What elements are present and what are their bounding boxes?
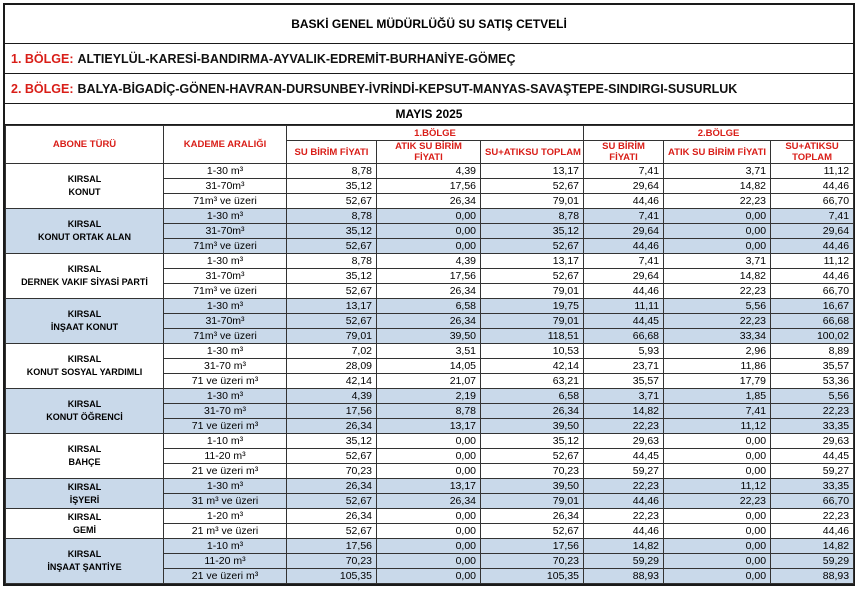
- r2-wastewater-price-cell: 5,56: [664, 299, 771, 314]
- r2-total-cell: 100,02: [771, 329, 854, 344]
- tier-range-cell: 31-70m³: [164, 314, 287, 329]
- r2-wastewater-price-cell: 14,82: [664, 179, 771, 194]
- tier-range-cell: 1-30 m³: [164, 479, 287, 494]
- sheet-title: [5, 5, 853, 44]
- table-row: [6, 254, 854, 269]
- r2-total-cell: 16,67: [771, 299, 854, 314]
- subscriber-type-cell: KIRSAL KONUT SOSYAL YARDIMLI: [6, 344, 164, 389]
- r1-wastewater-price-cell: 26,34: [377, 284, 481, 299]
- r1-wastewater-price-cell: 6,58: [377, 299, 481, 314]
- r2-total-cell: 66,70: [771, 284, 854, 299]
- r2-su-price-cell: 29,64: [584, 179, 664, 194]
- region-2-list: BALYA-BİGADİÇ-GÖNEN-HAVRAN-DURSUNBEY-İVRİNDİ-KEPSUT-MANYAS-SAVAŞTEPE-SINDIRGI-SUSURLUK: [77, 81, 738, 96]
- r1-wastewater-price-cell: 0,00: [377, 509, 481, 524]
- r2-su-price-cell: 7,41: [584, 164, 664, 179]
- r2-total-cell: 7,41: [771, 209, 854, 224]
- r1-wastewater-price-cell: 3,51: [377, 344, 481, 359]
- tier-range-cell: 21 m³ ve üzeri: [164, 524, 287, 539]
- r1-total-cell: 118,51: [481, 329, 584, 344]
- r1-su-price-cell: 52,67: [287, 314, 377, 329]
- r2-total-cell: 44,45: [771, 449, 854, 464]
- tier-range-cell: 1-30 m³: [164, 254, 287, 269]
- r2-su-price-cell: 29,64: [584, 269, 664, 284]
- header-region-1: 1.BÖLGE: [287, 126, 584, 141]
- r1-total-cell: 52,67: [481, 449, 584, 464]
- region-1-list: ALTIEYLÜL-KARESİ-BANDIRMA-AYVALIK-EDREMİT-BURHANİYE-GÖMEÇ: [77, 51, 516, 66]
- tier-range-cell: 21 ve üzeri m³: [164, 569, 287, 584]
- r2-su-price-cell: 44,46: [584, 494, 664, 509]
- r2-total-cell: 8,89: [771, 344, 854, 359]
- r2-su-price-cell: 29,64: [584, 224, 664, 239]
- r2-total-cell: 29,64: [771, 224, 854, 239]
- r1-su-price-cell: 35,12: [287, 224, 377, 239]
- tier-range-cell: 31-70 m³: [164, 404, 287, 419]
- r1-total-cell: 52,67: [481, 239, 584, 254]
- r2-su-price-cell: 7,41: [584, 209, 664, 224]
- r1-wastewater-price-cell: 17,56: [377, 269, 481, 284]
- r2-total-cell: 33,35: [771, 479, 854, 494]
- r1-su-price-cell: 4,39: [287, 389, 377, 404]
- month-row: [5, 104, 853, 125]
- region-2-row: [5, 74, 853, 104]
- r2-su-price-cell: 44,46: [584, 524, 664, 539]
- r2-total-cell: 88,93: [771, 569, 854, 584]
- tier-range-cell: 71m³ ve üzeri: [164, 329, 287, 344]
- subscriber-type-cell: KIRSAL DERNEK VAKIF SİYASİ PARTİ: [6, 254, 164, 299]
- r2-wastewater-price-cell: 0,00: [664, 449, 771, 464]
- r1-total-cell: 79,01: [481, 284, 584, 299]
- r1-total-cell: 79,01: [481, 314, 584, 329]
- r2-total-cell: 22,23: [771, 404, 854, 419]
- r1-wastewater-price-cell: 26,34: [377, 314, 481, 329]
- r1-su-price-cell: 52,67: [287, 524, 377, 539]
- r1-su-price-cell: 17,56: [287, 404, 377, 419]
- r2-wastewater-price-cell: 14,82: [664, 269, 771, 284]
- r1-wastewater-price-cell: 26,34: [377, 494, 481, 509]
- r1-wastewater-price-cell: 0,00: [377, 449, 481, 464]
- r2-wastewater-price-cell: 11,86: [664, 359, 771, 374]
- r2-total-cell: 66,68: [771, 314, 854, 329]
- header-r2-toplam: SU+ATIKSU TOPLAM: [771, 141, 854, 164]
- subscriber-type-cell: KIRSAL KONUT ORTAK ALAN: [6, 209, 164, 254]
- tier-range-cell: 71m³ ve üzeri: [164, 239, 287, 254]
- r1-wastewater-price-cell: 0,00: [377, 464, 481, 479]
- r1-su-price-cell: 79,01: [287, 329, 377, 344]
- tier-range-cell: 31-70m³: [164, 224, 287, 239]
- r2-wastewater-price-cell: 0,00: [664, 434, 771, 449]
- r1-su-price-cell: 52,67: [287, 239, 377, 254]
- subscriber-type-cell: KIRSAL KONUT ÖĞRENCİ: [6, 389, 164, 434]
- r2-wastewater-price-cell: 11,12: [664, 419, 771, 434]
- r2-total-cell: 44,46: [771, 179, 854, 194]
- tier-range-cell: 1-30 m³: [164, 389, 287, 404]
- r1-su-price-cell: 52,67: [287, 194, 377, 209]
- r1-su-price-cell: 42,14: [287, 374, 377, 389]
- r1-wastewater-price-cell: 4,39: [377, 254, 481, 269]
- r2-wastewater-price-cell: 0,00: [664, 524, 771, 539]
- header-r1-atik: ATIK SU BİRİM FİYATI: [377, 141, 481, 164]
- r2-su-price-cell: 44,45: [584, 314, 664, 329]
- tier-range-cell: 1-30 m³: [164, 299, 287, 314]
- r2-total-cell: 53,36: [771, 374, 854, 389]
- r2-wastewater-price-cell: 22,23: [664, 494, 771, 509]
- r2-total-cell: 5,56: [771, 389, 854, 404]
- r1-total-cell: 13,17: [481, 164, 584, 179]
- r2-su-price-cell: 7,41: [584, 254, 664, 269]
- r2-su-price-cell: 22,23: [584, 479, 664, 494]
- table-row: [6, 299, 854, 314]
- r1-su-price-cell: 70,23: [287, 464, 377, 479]
- r1-total-cell: 52,67: [481, 524, 584, 539]
- r1-total-cell: 52,67: [481, 269, 584, 284]
- r2-su-price-cell: 59,29: [584, 554, 664, 569]
- price-sheet: [3, 3, 855, 586]
- r1-total-cell: 35,12: [481, 434, 584, 449]
- r1-wastewater-price-cell: 0,00: [377, 224, 481, 239]
- r2-total-cell: 33,35: [771, 419, 854, 434]
- tier-range-cell: 11-20 m³: [164, 554, 287, 569]
- month-label: MAYIS 2025: [395, 107, 463, 121]
- tier-range-cell: 11-20 m³: [164, 449, 287, 464]
- r2-su-price-cell: 59,27: [584, 464, 664, 479]
- header-abone-turu: ABONE TÜRÜ: [6, 126, 164, 164]
- r2-wastewater-price-cell: 0,00: [664, 569, 771, 584]
- r1-su-price-cell: 52,67: [287, 284, 377, 299]
- table-row: [6, 389, 854, 404]
- r2-wastewater-price-cell: 0,00: [664, 224, 771, 239]
- r1-total-cell: 70,23: [481, 554, 584, 569]
- r2-wastewater-price-cell: 0,00: [664, 539, 771, 554]
- r1-total-cell: 105,35: [481, 569, 584, 584]
- r1-su-price-cell: 35,12: [287, 179, 377, 194]
- r2-su-price-cell: 14,82: [584, 404, 664, 419]
- header-r1-su: SU BİRİM FİYATI: [287, 141, 377, 164]
- r2-su-price-cell: 22,23: [584, 509, 664, 524]
- r2-total-cell: 22,23: [771, 509, 854, 524]
- r1-total-cell: 35,12: [481, 224, 584, 239]
- subscriber-type-cell: KIRSAL KONUT: [6, 164, 164, 209]
- r1-total-cell: 39,50: [481, 479, 584, 494]
- r1-su-price-cell: 52,67: [287, 494, 377, 509]
- price-table: [5, 125, 854, 584]
- header-r2-su: SU BİRİM FİYATI: [584, 141, 664, 164]
- tier-range-cell: 71 ve üzeri m³: [164, 374, 287, 389]
- r2-wastewater-price-cell: 33,34: [664, 329, 771, 344]
- r1-wastewater-price-cell: 13,17: [377, 419, 481, 434]
- tier-range-cell: 1-10 m³: [164, 434, 287, 449]
- r2-total-cell: 35,57: [771, 359, 854, 374]
- r2-total-cell: 11,12: [771, 164, 854, 179]
- r2-su-price-cell: 44,45: [584, 449, 664, 464]
- subscriber-type-cell: KIRSAL İNŞAAT ŞANTİYE: [6, 539, 164, 584]
- r1-wastewater-price-cell: 0,00: [377, 539, 481, 554]
- subscriber-type-cell: KIRSAL İNŞAAT KONUT: [6, 299, 164, 344]
- r2-wastewater-price-cell: 22,23: [664, 194, 771, 209]
- header-r2-atik: ATIK SU BİRİM FİYATI: [664, 141, 771, 164]
- r1-su-price-cell: 26,34: [287, 509, 377, 524]
- tier-range-cell: 1-10 m³: [164, 539, 287, 554]
- r2-su-price-cell: 5,93: [584, 344, 664, 359]
- r2-wastewater-price-cell: 0,00: [664, 554, 771, 569]
- tier-range-cell: 1-20 m³: [164, 509, 287, 524]
- region-1-label: 1. BÖLGE:: [11, 51, 74, 66]
- r2-wastewater-price-cell: 3,71: [664, 254, 771, 269]
- r2-total-cell: 59,27: [771, 464, 854, 479]
- r2-wastewater-price-cell: 0,00: [664, 209, 771, 224]
- tier-range-cell: 1-30 m³: [164, 209, 287, 224]
- header-kademe: KADEME ARALIĞI: [164, 126, 287, 164]
- r1-wastewater-price-cell: 0,00: [377, 524, 481, 539]
- r2-su-price-cell: 11,11: [584, 299, 664, 314]
- r2-total-cell: 66,70: [771, 194, 854, 209]
- tier-range-cell: 1-30 m³: [164, 164, 287, 179]
- r1-wastewater-price-cell: 0,00: [377, 434, 481, 449]
- r2-wastewater-price-cell: 0,00: [664, 464, 771, 479]
- r2-total-cell: 44,46: [771, 269, 854, 284]
- header-r1-toplam: SU+ATIKSU TOPLAM: [481, 141, 584, 164]
- r2-wastewater-price-cell: 0,00: [664, 239, 771, 254]
- r1-su-price-cell: 8,78: [287, 164, 377, 179]
- tier-range-cell: 21 ve üzeri m³: [164, 464, 287, 479]
- table-row: [6, 434, 854, 449]
- r1-su-price-cell: 13,17: [287, 299, 377, 314]
- r1-su-price-cell: 17,56: [287, 539, 377, 554]
- subscriber-type-cell: KIRSAL GEMİ: [6, 509, 164, 539]
- r1-total-cell: 26,34: [481, 509, 584, 524]
- r2-wastewater-price-cell: 17,79: [664, 374, 771, 389]
- r1-su-price-cell: 26,34: [287, 419, 377, 434]
- table-row: [6, 344, 854, 359]
- r2-su-price-cell: 44,46: [584, 194, 664, 209]
- r1-su-price-cell: 105,35: [287, 569, 377, 584]
- r2-wastewater-price-cell: 1,85: [664, 389, 771, 404]
- r2-su-price-cell: 66,68: [584, 329, 664, 344]
- r2-su-price-cell: 44,46: [584, 284, 664, 299]
- tier-range-cell: 71 ve üzeri m³: [164, 419, 287, 434]
- r1-su-price-cell: 70,23: [287, 554, 377, 569]
- sheet-title-text: BASKİ GENEL MÜDÜRLÜĞÜ SU SATIŞ CETVELİ: [291, 17, 567, 31]
- r2-su-price-cell: 23,71: [584, 359, 664, 374]
- r2-total-cell: 14,82: [771, 539, 854, 554]
- r2-su-price-cell: 22,23: [584, 419, 664, 434]
- subscriber-type-cell: KIRSAL BAHÇE: [6, 434, 164, 479]
- tier-range-cell: 71m³ ve üzeri: [164, 284, 287, 299]
- r2-wastewater-price-cell: 0,00: [664, 509, 771, 524]
- r1-wastewater-price-cell: 0,00: [377, 239, 481, 254]
- tier-range-cell: 31-70 m³: [164, 359, 287, 374]
- r1-su-price-cell: 8,78: [287, 254, 377, 269]
- r1-total-cell: 10,53: [481, 344, 584, 359]
- r2-total-cell: 66,70: [771, 494, 854, 509]
- r2-wastewater-price-cell: 7,41: [664, 404, 771, 419]
- r1-wastewater-price-cell: 13,17: [377, 479, 481, 494]
- r2-su-price-cell: 3,71: [584, 389, 664, 404]
- r2-su-price-cell: 14,82: [584, 539, 664, 554]
- r1-total-cell: 79,01: [481, 494, 584, 509]
- r1-su-price-cell: 26,34: [287, 479, 377, 494]
- r1-total-cell: 17,56: [481, 539, 584, 554]
- r1-wastewater-price-cell: 2,19: [377, 389, 481, 404]
- r1-wastewater-price-cell: 17,56: [377, 179, 481, 194]
- r1-total-cell: 52,67: [481, 179, 584, 194]
- header-region-2: 2.BÖLGE: [584, 126, 854, 141]
- table-body: [6, 164, 854, 584]
- r2-su-price-cell: 88,93: [584, 569, 664, 584]
- r1-su-price-cell: 35,12: [287, 269, 377, 284]
- r2-wastewater-price-cell: 2,96: [664, 344, 771, 359]
- tier-range-cell: 71m³ ve üzeri: [164, 194, 287, 209]
- table-row: [6, 479, 854, 494]
- region-2-label: 2. BÖLGE:: [11, 81, 74, 96]
- subscriber-type-cell: KIRSAL İŞYERİ: [6, 479, 164, 509]
- tier-range-cell: 31-70m³: [164, 269, 287, 284]
- r1-su-price-cell: 52,67: [287, 449, 377, 464]
- r2-total-cell: 29,63: [771, 434, 854, 449]
- r2-su-price-cell: 35,57: [584, 374, 664, 389]
- r2-wastewater-price-cell: 11,12: [664, 479, 771, 494]
- r1-su-price-cell: 28,09: [287, 359, 377, 374]
- r1-total-cell: 79,01: [481, 194, 584, 209]
- r1-wastewater-price-cell: 26,34: [377, 194, 481, 209]
- r1-total-cell: 19,75: [481, 299, 584, 314]
- r1-total-cell: 8,78: [481, 209, 584, 224]
- r2-wastewater-price-cell: 3,71: [664, 164, 771, 179]
- r1-total-cell: 6,58: [481, 389, 584, 404]
- table-row: [6, 209, 854, 224]
- tier-range-cell: 31-70m³: [164, 179, 287, 194]
- r1-total-cell: 70,23: [481, 464, 584, 479]
- r1-wastewater-price-cell: 4,39: [377, 164, 481, 179]
- r1-total-cell: 63,21: [481, 374, 584, 389]
- r1-wastewater-price-cell: 14,05: [377, 359, 481, 374]
- r2-total-cell: 59,29: [771, 554, 854, 569]
- r2-total-cell: 44,46: [771, 524, 854, 539]
- r1-total-cell: 42,14: [481, 359, 584, 374]
- region-1-row: [5, 44, 853, 74]
- r1-wastewater-price-cell: 39,50: [377, 329, 481, 344]
- r1-wastewater-price-cell: 0,00: [377, 554, 481, 569]
- r2-wastewater-price-cell: 22,23: [664, 314, 771, 329]
- r1-su-price-cell: 35,12: [287, 434, 377, 449]
- r1-su-price-cell: 7,02: [287, 344, 377, 359]
- r1-total-cell: 39,50: [481, 419, 584, 434]
- r2-total-cell: 11,12: [771, 254, 854, 269]
- r2-su-price-cell: 44,46: [584, 239, 664, 254]
- r1-wastewater-price-cell: 0,00: [377, 209, 481, 224]
- r2-total-cell: 44,46: [771, 239, 854, 254]
- table-row: [6, 509, 854, 524]
- table-row: [6, 164, 854, 179]
- r2-wastewater-price-cell: 22,23: [664, 284, 771, 299]
- r2-su-price-cell: 29,63: [584, 434, 664, 449]
- r1-wastewater-price-cell: 0,00: [377, 569, 481, 584]
- r1-su-price-cell: 8,78: [287, 209, 377, 224]
- tier-range-cell: 31 m³ ve üzeri: [164, 494, 287, 509]
- r1-wastewater-price-cell: 21,07: [377, 374, 481, 389]
- r1-wastewater-price-cell: 8,78: [377, 404, 481, 419]
- table-row: [6, 539, 854, 554]
- r1-total-cell: 26,34: [481, 404, 584, 419]
- r1-total-cell: 13,17: [481, 254, 584, 269]
- tier-range-cell: 1-30 m³: [164, 344, 287, 359]
